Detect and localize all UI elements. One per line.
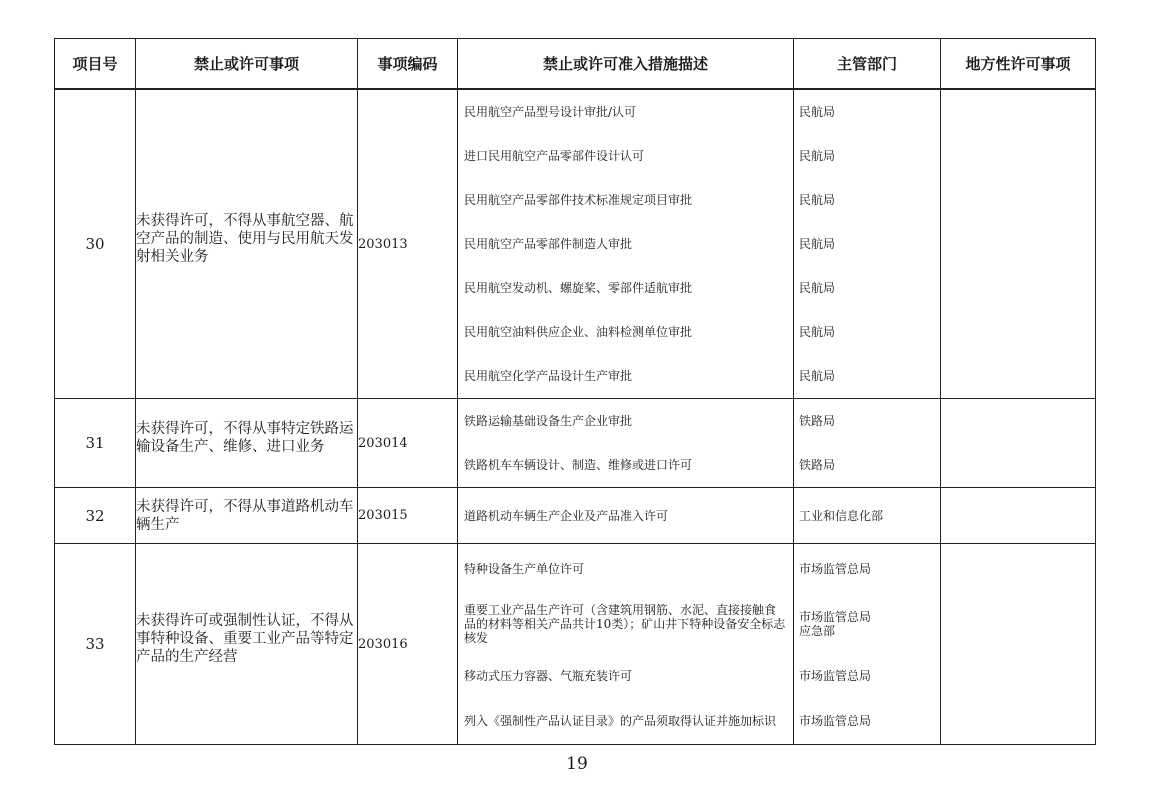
department-item: 市场监管总局 应急部 [799, 610, 872, 638]
department-item: 市场监管总局 [799, 669, 872, 683]
permit-table [54, 38, 1096, 745]
department-item: 市场监管总局 [799, 562, 872, 576]
table-row [55, 544, 1096, 745]
measure-item: 道路机动车辆生产企业及产品准入许可 [464, 508, 669, 523]
page-number: 19 [566, 754, 588, 774]
header-measure-description: 禁止或许可准入措施描述 [458, 39, 794, 90]
item-number: 32 [55, 488, 136, 544]
measure-item: 民用航空化学产品设计生产审批 [464, 369, 633, 383]
measure-list [458, 544, 794, 745]
department-list [794, 89, 941, 399]
measure-item: 民用航空发动机、螺旋桨、零部件适航审批 [464, 281, 693, 295]
department-item: 市场监管总局 [799, 714, 872, 728]
item-description: 未获得许可，不得从事道路机动车辆生产 [136, 488, 358, 544]
table-header-row [55, 39, 1096, 90]
measure-list [458, 488, 794, 544]
item-number: 33 [55, 544, 136, 745]
measure-item: 民用航空油料供应企业、油料检测单位审批 [464, 325, 693, 339]
table-row [55, 488, 1096, 544]
department-list [794, 399, 941, 488]
measure-list [458, 399, 794, 488]
header-local-permit: 地方性许可事项 [941, 39, 1096, 90]
local-permit-cell [941, 89, 1096, 399]
measure-item: 铁路机车车辆设计、制造、维修或进口许可 [464, 458, 693, 472]
measure-item: 重要工业产品生产许可（含建筑用钢筋、水泥、直接接触食品的材料等相关产品共计10类）；矿山井下特种设备安全标志核发 [464, 603, 786, 645]
item-description: 未获得许可，不得从事航空器、航空产品的制造、使用与民用航天发射相关业务 [136, 89, 358, 399]
measure-item: 民用航空产品型号设计审批/认可 [464, 105, 637, 119]
table-row [55, 399, 1096, 488]
measure-item: 特种设备生产单位许可 [464, 562, 585, 576]
item-description: 未获得许可或强制性认证，不得从事特种设备、重要工业产品等特定产品的生产经营 [136, 544, 358, 745]
measure-item: 进口民用航空产品零部件设计认可 [464, 149, 645, 163]
item-number: 31 [55, 399, 136, 488]
department-list [794, 544, 941, 745]
local-permit-cell [941, 399, 1096, 488]
item-description: 未获得许可，不得从事特定铁路运输设备生产、维修、进口业务 [136, 399, 358, 488]
header-department: 主管部门 [794, 39, 941, 90]
department-item: 民航局 [799, 105, 836, 119]
department-item: 民航局 [799, 237, 836, 251]
table-row [55, 89, 1096, 399]
department-item: 工业和信息化部 [799, 508, 884, 523]
department-item: 民航局 [799, 281, 836, 295]
department-item: 铁路局 [799, 458, 836, 472]
department-item: 民航局 [799, 369, 836, 383]
header-item-number: 项目号 [55, 39, 136, 90]
department-item: 民航局 [799, 325, 836, 339]
department-list [794, 488, 941, 544]
measure-item: 民用航空产品零部件技术标准规定项目审批 [464, 193, 693, 207]
item-code: 203015 [358, 488, 458, 544]
department-item: 民航局 [799, 193, 836, 207]
item-number: 30 [55, 89, 136, 399]
department-item: 民航局 [799, 149, 836, 163]
item-code: 203014 [358, 399, 458, 488]
measure-list [458, 89, 794, 399]
local-permit-cell [941, 544, 1096, 745]
department-item: 铁路局 [799, 414, 836, 428]
measure-item: 民用航空产品零部件制造人审批 [464, 237, 633, 251]
measure-item: 移动式压力容器、气瓶充装许可 [464, 669, 633, 683]
measure-item: 铁路运输基础设备生产企业审批 [464, 414, 633, 428]
measure-item: 列入《强制性产品认证目录》的产品须取得认证并施加标识 [464, 714, 777, 728]
header-item: 禁止或许可事项 [136, 39, 358, 90]
header-code: 事项编码 [358, 39, 458, 90]
local-permit-cell [941, 488, 1096, 544]
item-code: 203016 [358, 544, 458, 745]
item-code: 203013 [358, 89, 458, 399]
